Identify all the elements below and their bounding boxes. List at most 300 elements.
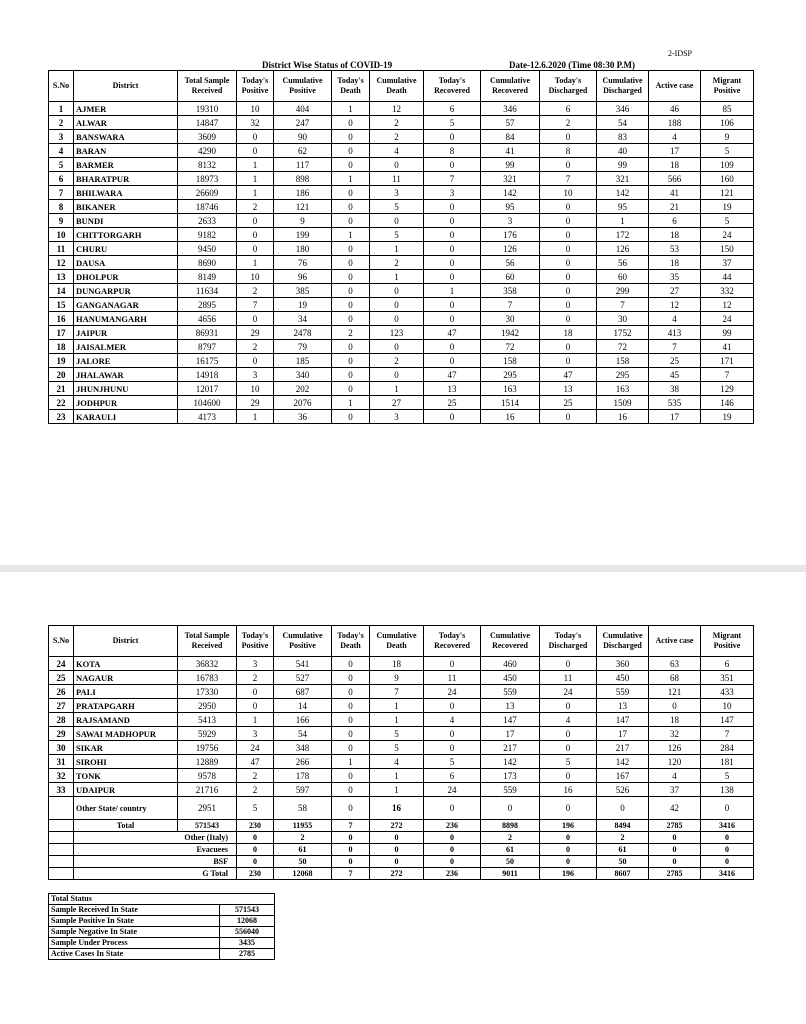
value-cell: 0 (540, 284, 597, 298)
value-cell: 0 (332, 144, 370, 158)
serial-cell: 30 (49, 741, 74, 755)
value-cell: 16 (481, 410, 540, 424)
summary-value: 7 (332, 820, 370, 832)
district-cell: JAISALMER (74, 340, 178, 354)
value-cell: 181 (701, 755, 754, 769)
value-cell: 68 (649, 671, 701, 685)
value-cell: 0 (540, 130, 597, 144)
table-row (49, 242, 754, 256)
value-cell: 0 (332, 214, 370, 228)
table-row (49, 270, 754, 284)
value-cell: 19 (701, 200, 754, 214)
table-header-row (49, 626, 754, 657)
value-cell: 0 (424, 298, 481, 312)
summary-value: 196 (540, 868, 597, 880)
value-cell: 0 (332, 657, 370, 671)
column-header: Today's Death (332, 626, 370, 657)
table-row (49, 727, 754, 741)
serial-cell: 26 (49, 685, 74, 699)
value-cell: 0 (332, 382, 370, 396)
status-row (49, 905, 275, 916)
status-label: Sample Negative In State (49, 927, 220, 938)
value-cell: 0 (424, 699, 481, 713)
value-cell: 47 (424, 326, 481, 340)
value-cell: 247 (274, 116, 332, 130)
value-cell: 4290 (178, 144, 237, 158)
summary-value: 196 (540, 820, 597, 832)
value-cell: 58 (274, 797, 332, 820)
value-cell: 121 (701, 186, 754, 200)
summary-value: 0 (540, 856, 597, 868)
summary-value: 0 (540, 844, 597, 856)
district-cell: PALI (74, 685, 178, 699)
value-cell: 450 (481, 671, 540, 685)
value-cell: 17 (649, 410, 701, 424)
summary-value: 50 (481, 856, 540, 868)
serial-cell: 24 (49, 657, 74, 671)
value-cell: 178 (274, 769, 332, 783)
blank-cell (49, 820, 74, 832)
summary-value: 2 (597, 832, 649, 844)
column-header: Active case (649, 626, 701, 657)
value-cell: 9 (274, 214, 332, 228)
value-cell: 60 (597, 270, 649, 284)
value-cell: 117 (274, 158, 332, 172)
serial-cell: 5 (49, 158, 74, 172)
value-cell: 95 (597, 200, 649, 214)
value-cell: 0 (649, 699, 701, 713)
value-cell: 5 (424, 755, 481, 769)
column-header: Today's Discharged (540, 71, 597, 102)
value-cell: 3 (481, 214, 540, 228)
value-cell: 0 (540, 214, 597, 228)
value-cell: 1 (237, 256, 274, 270)
value-cell: 0 (424, 410, 481, 424)
value-cell: 0 (540, 200, 597, 214)
value-cell: 45 (649, 368, 701, 382)
summary-value: 12068 (274, 868, 332, 880)
value-cell: 2633 (178, 214, 237, 228)
value-cell: 142 (597, 186, 649, 200)
value-cell: 5 (237, 797, 274, 820)
value-cell: 19310 (178, 102, 237, 116)
value-cell: 11 (540, 671, 597, 685)
value-cell: 147 (597, 713, 649, 727)
value-cell: 173 (481, 769, 540, 783)
value-cell: 4 (540, 713, 597, 727)
value-cell: 126 (597, 242, 649, 256)
value-cell: 199 (274, 228, 332, 242)
table-row (49, 657, 754, 671)
value-cell: 0 (332, 410, 370, 424)
value-cell: 11634 (178, 284, 237, 298)
value-cell: 158 (481, 354, 540, 368)
summary-value: 7 (332, 868, 370, 880)
column-header: Cumulative Discharged (597, 71, 649, 102)
value-cell: 147 (481, 713, 540, 727)
value-cell: 5 (701, 769, 754, 783)
value-cell: 163 (597, 382, 649, 396)
value-cell: 5 (370, 741, 424, 755)
value-cell: 19 (274, 298, 332, 312)
value-cell: 63 (649, 657, 701, 671)
value-cell: 1 (332, 228, 370, 242)
value-cell: 2 (237, 671, 274, 685)
table-row (49, 797, 754, 820)
value-cell: 597 (274, 783, 332, 797)
value-cell: 0 (481, 797, 540, 820)
value-cell: 123 (370, 326, 424, 340)
value-cell: 413 (649, 326, 701, 340)
value-cell: 47 (424, 368, 481, 382)
value-cell: 4656 (178, 312, 237, 326)
value-cell: 2 (237, 783, 274, 797)
value-cell: 0 (424, 200, 481, 214)
value-cell: 559 (481, 685, 540, 699)
value-cell: 2076 (274, 396, 332, 410)
summary-value: 0 (370, 844, 424, 856)
district-cell: DHOLPUR (74, 270, 178, 284)
value-cell: 0 (424, 340, 481, 354)
value-cell: 16 (597, 410, 649, 424)
value-cell: 104600 (178, 396, 237, 410)
column-header: Today's Positive (237, 626, 274, 657)
summary-label: Total (74, 820, 178, 832)
value-cell: 0 (424, 270, 481, 284)
value-cell: 9450 (178, 242, 237, 256)
value-cell: 526 (597, 783, 649, 797)
district-cell: BANSWARA (74, 130, 178, 144)
value-cell: 0 (597, 797, 649, 820)
value-cell: 346 (597, 102, 649, 116)
column-header: District (74, 626, 178, 657)
value-cell: 10 (237, 382, 274, 396)
table-row (49, 144, 754, 158)
value-cell: 0 (424, 242, 481, 256)
value-cell: 25 (424, 396, 481, 410)
value-cell: 0 (540, 256, 597, 270)
table-row (49, 284, 754, 298)
value-cell: 0 (540, 354, 597, 368)
summary-label: Other (Italy) (74, 832, 237, 844)
serial-cell: 14 (49, 284, 74, 298)
value-cell: 0 (424, 130, 481, 144)
serial-cell: 12 (49, 256, 74, 270)
value-cell: 2950 (178, 699, 237, 713)
value-cell: 38 (649, 382, 701, 396)
value-cell: 126 (649, 741, 701, 755)
value-cell: 0 (332, 713, 370, 727)
column-header: Migrant Positive (701, 71, 754, 102)
table-row (49, 116, 754, 130)
value-cell: 9578 (178, 769, 237, 783)
summary-value: 236 (424, 868, 481, 880)
serial-cell: 16 (49, 312, 74, 326)
value-cell: 1 (597, 214, 649, 228)
column-header: S.No (49, 71, 74, 102)
value-cell: 0 (424, 354, 481, 368)
value-cell: 18 (649, 228, 701, 242)
status-row (49, 938, 275, 949)
value-cell: 18 (540, 326, 597, 340)
value-cell: 54 (274, 727, 332, 741)
value-cell: 340 (274, 368, 332, 382)
district-cell: SAWAI MADHOPUR (74, 727, 178, 741)
table-row (49, 130, 754, 144)
value-cell: 5 (701, 214, 754, 228)
value-cell: 29 (237, 396, 274, 410)
value-cell: 60 (481, 270, 540, 284)
summary-value: 0 (649, 844, 701, 856)
summary-value: 61 (597, 844, 649, 856)
table-row (49, 228, 754, 242)
serial-cell: 11 (49, 242, 74, 256)
value-cell: 126 (481, 242, 540, 256)
value-cell: 84 (481, 130, 540, 144)
value-cell: 8797 (178, 340, 237, 354)
value-cell: 2 (237, 340, 274, 354)
value-cell: 72 (481, 340, 540, 354)
summary-value: 0 (332, 856, 370, 868)
value-cell: 7 (540, 172, 597, 186)
value-cell: 559 (481, 783, 540, 797)
serial-cell: 31 (49, 755, 74, 769)
value-cell: 202 (274, 382, 332, 396)
column-header: Migrant Positive (701, 626, 754, 657)
value-cell: 62 (274, 144, 332, 158)
value-cell: 1 (370, 382, 424, 396)
serial-cell: 23 (49, 410, 74, 424)
blank-cell (49, 856, 74, 868)
value-cell: 0 (332, 783, 370, 797)
value-cell: 3 (237, 368, 274, 382)
value-cell: 76 (274, 256, 332, 270)
value-cell: 266 (274, 755, 332, 769)
summary-value: 0 (424, 844, 481, 856)
value-cell: 146 (701, 396, 754, 410)
summary-value: 0 (424, 856, 481, 868)
value-cell: 27 (649, 284, 701, 298)
value-cell: 166 (274, 713, 332, 727)
value-cell: 3 (237, 657, 274, 671)
value-cell: 13 (424, 382, 481, 396)
district-cell: SIKAR (74, 741, 178, 755)
value-cell: 7 (370, 685, 424, 699)
value-cell: 7 (649, 340, 701, 354)
value-cell: 17 (649, 144, 701, 158)
value-cell: 5 (701, 144, 754, 158)
value-cell: 26609 (178, 186, 237, 200)
status-value: 571543 (220, 905, 275, 916)
value-cell: 2 (370, 256, 424, 270)
value-cell: 99 (597, 158, 649, 172)
column-header: Cumulative Recovered (481, 626, 540, 657)
district-cell: BHARATPUR (74, 172, 178, 186)
value-cell: 41 (649, 186, 701, 200)
column-header: Today's Positive (237, 71, 274, 102)
value-cell: 121 (649, 685, 701, 699)
summary-value: 11955 (274, 820, 332, 832)
table-row (49, 783, 754, 797)
value-cell: 18 (370, 657, 424, 671)
value-cell: 0 (332, 284, 370, 298)
value-cell: 8149 (178, 270, 237, 284)
value-cell: 0 (540, 158, 597, 172)
value-cell: 0 (370, 284, 424, 298)
serial-cell: 8 (49, 200, 74, 214)
value-cell: 5413 (178, 713, 237, 727)
value-cell: 0 (370, 312, 424, 326)
table-row (49, 713, 754, 727)
value-cell: 3609 (178, 130, 237, 144)
value-cell: 0 (332, 242, 370, 256)
district-cell: GANGANAGAR (74, 298, 178, 312)
value-cell: 2 (237, 284, 274, 298)
value-cell: 4 (424, 713, 481, 727)
value-cell: 29 (237, 326, 274, 340)
value-cell: 433 (701, 685, 754, 699)
table-row (49, 256, 754, 270)
value-cell: 3 (370, 410, 424, 424)
value-cell: 17 (481, 727, 540, 741)
value-cell: 535 (649, 396, 701, 410)
value-cell: 0 (237, 214, 274, 228)
blank-cell (49, 868, 74, 880)
value-cell: 541 (274, 657, 332, 671)
value-cell: 0 (237, 130, 274, 144)
district-cell: Other State/ country (74, 797, 178, 820)
value-cell: 16 (540, 783, 597, 797)
column-header: District (74, 71, 178, 102)
summary-value: 0 (649, 832, 701, 844)
value-cell: 21716 (178, 783, 237, 797)
report-date: Date-12.6.2020 (Time 08:30 P.M) (509, 60, 635, 70)
district-cell: JAIPUR (74, 326, 178, 340)
district-cell: DUNGARPUR (74, 284, 178, 298)
value-cell: 186 (274, 186, 332, 200)
district-cell: HANUMANGARH (74, 312, 178, 326)
serial-cell: 3 (49, 130, 74, 144)
value-cell: 0 (540, 741, 597, 755)
serial-cell: 6 (49, 172, 74, 186)
report-title: District Wise Status of COVID-19 (262, 60, 393, 70)
blank-cell (49, 832, 74, 844)
value-cell: 0 (540, 228, 597, 242)
value-cell: 0 (332, 200, 370, 214)
value-cell: 4 (649, 130, 701, 144)
value-cell: 1942 (481, 326, 540, 340)
serial-cell: 19 (49, 354, 74, 368)
value-cell: 120 (649, 755, 701, 769)
value-cell: 90 (274, 130, 332, 144)
value-cell: 8 (424, 144, 481, 158)
value-cell: 106 (701, 116, 754, 130)
value-cell: 13 (597, 699, 649, 713)
table-row (49, 340, 754, 354)
value-cell: 24 (424, 783, 481, 797)
district-cell: PRATAPGARH (74, 699, 178, 713)
value-cell: 16 (370, 797, 424, 820)
value-cell: 18 (649, 158, 701, 172)
table-row (49, 410, 754, 424)
serial-cell: 25 (49, 671, 74, 685)
value-cell: 0 (424, 797, 481, 820)
serial-cell: 1 (49, 102, 74, 116)
value-cell: 2478 (274, 326, 332, 340)
value-cell: 13 (481, 699, 540, 713)
column-header: Cumulative Recovered (481, 71, 540, 102)
value-cell: 527 (274, 671, 332, 685)
value-cell: 0 (701, 797, 754, 820)
value-cell: 0 (332, 741, 370, 755)
value-cell: 1509 (597, 396, 649, 410)
value-cell: 1 (332, 755, 370, 769)
table-row (49, 755, 754, 769)
value-cell: 14 (274, 699, 332, 713)
value-cell: 11 (424, 671, 481, 685)
value-cell: 21 (649, 200, 701, 214)
district-cell: BHILWARA (74, 186, 178, 200)
value-cell: 321 (597, 172, 649, 186)
serial-cell: 22 (49, 396, 74, 410)
value-cell: 0 (424, 727, 481, 741)
value-cell: 25 (649, 354, 701, 368)
column-header: Cumulative Positive (274, 71, 332, 102)
value-cell: 7 (701, 368, 754, 382)
summary-value: 0 (370, 856, 424, 868)
value-cell: 0 (370, 298, 424, 312)
value-cell: 12889 (178, 755, 237, 769)
value-cell: 2 (370, 116, 424, 130)
value-cell: 0 (332, 256, 370, 270)
value-cell: 0 (424, 256, 481, 270)
value-cell: 17330 (178, 685, 237, 699)
status-value: 3435 (220, 938, 275, 949)
column-header: Today's Discharged (540, 626, 597, 657)
value-cell: 172 (597, 228, 649, 242)
district-cell: AJMER (74, 102, 178, 116)
value-cell: 0 (332, 186, 370, 200)
value-cell: 25 (540, 396, 597, 410)
total-status-table (48, 893, 275, 960)
serial-cell: 15 (49, 298, 74, 312)
value-cell: 0 (540, 410, 597, 424)
table-row (49, 102, 754, 116)
value-cell: 0 (540, 769, 597, 783)
value-cell: 18746 (178, 200, 237, 214)
district-cell: TONK (74, 769, 178, 783)
table-row (49, 200, 754, 214)
serial-cell: 10 (49, 228, 74, 242)
status-label: Sample Positive In State (49, 916, 220, 927)
district-cell: NAGAUR (74, 671, 178, 685)
value-cell: 0 (332, 312, 370, 326)
value-cell: 2 (540, 116, 597, 130)
value-cell: 41 (701, 340, 754, 354)
value-cell: 0 (424, 158, 481, 172)
report-tag: 2-IDSP (668, 49, 693, 58)
value-cell: 0 (424, 741, 481, 755)
value-cell: 36 (274, 410, 332, 424)
status-row (49, 927, 275, 938)
value-cell: 8132 (178, 158, 237, 172)
table-row (49, 396, 754, 410)
value-cell: 142 (481, 186, 540, 200)
summary-value: 571543 (178, 820, 237, 832)
value-cell: 19 (701, 410, 754, 424)
value-cell: 0 (424, 657, 481, 671)
value-cell: 450 (597, 671, 649, 685)
